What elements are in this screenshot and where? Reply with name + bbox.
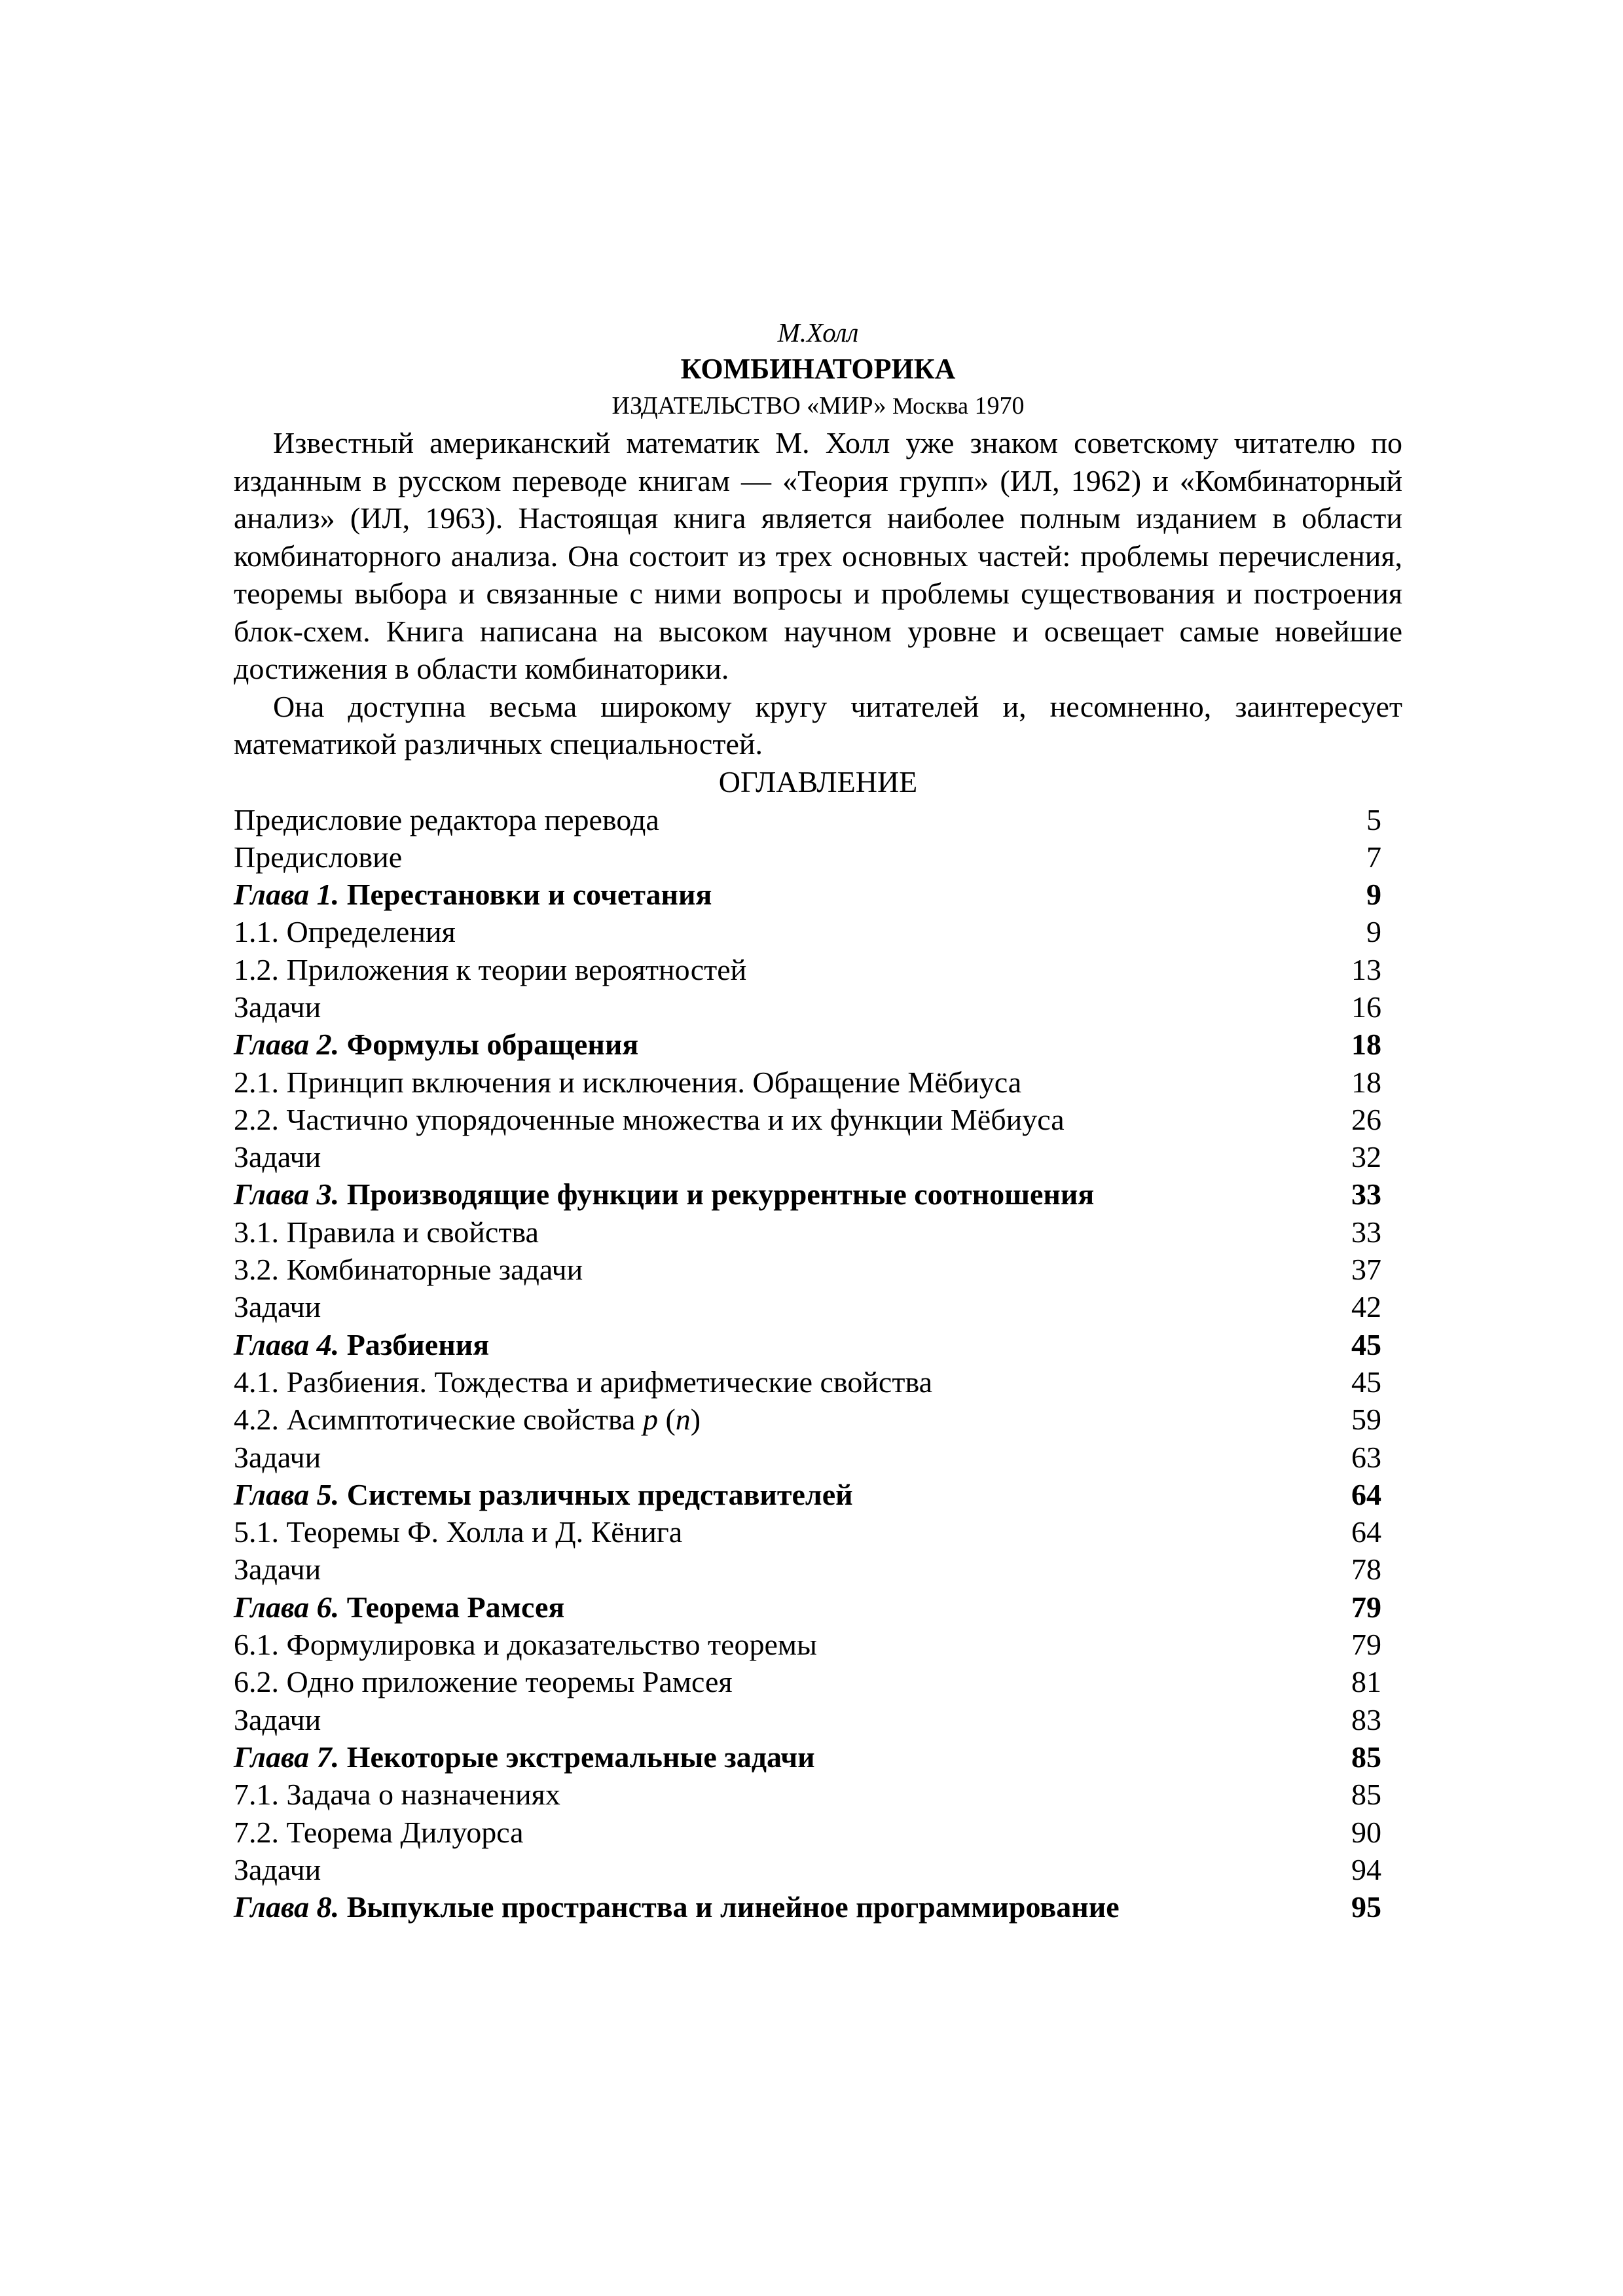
- author-name: М.Холл: [777, 317, 859, 348]
- book-title: КОМБИНАТОРИКА: [680, 353, 956, 385]
- toc-entry-row: [234, 1701, 1402, 1738]
- toc-chapter-title: Теорема Рамсея: [346, 1590, 565, 1624]
- toc-page-number: 64: [1351, 1515, 1381, 1549]
- table-of-contents: [234, 801, 1402, 1926]
- toc-entry-title: [234, 1026, 638, 1063]
- toc-chapter-label: Глава 6.: [234, 1590, 340, 1624]
- toc-entry-row: [234, 1288, 1402, 1325]
- toc-page-number: 18: [1351, 1028, 1381, 1062]
- toc-entry-row: [234, 1064, 1402, 1101]
- toc-page-number: 79: [1351, 1590, 1381, 1624]
- toc-chapter-title: Некоторые экстремальные задачи: [346, 1740, 815, 1774]
- toc-chapter-label: Глава 1.: [234, 878, 340, 912]
- toc-page-number: 83: [1351, 1702, 1381, 1736]
- toc-chapter-label: Глава 7.: [234, 1740, 340, 1774]
- toc-chapter-row: [234, 1588, 1402, 1626]
- toc-chapter-label: Глава 2.: [234, 1028, 340, 1062]
- toc-entry-title: [234, 1326, 489, 1363]
- toc-page-number: 63: [1351, 1440, 1381, 1474]
- toc-page-number: 7: [1366, 840, 1381, 874]
- toc-chapter-title: Производящие функции и рекуррентные соотношения: [346, 1177, 1095, 1211]
- toc-chapter-label: Глава 5.: [234, 1477, 340, 1511]
- toc-entry-row: [234, 801, 1402, 838]
- toc-chapter-title: Разбиения: [346, 1327, 490, 1361]
- toc-entry-title: Задачи: [234, 990, 321, 1024]
- toc-entry-title: 2.1. Принцип включения и исключения. Обращение Мёбиуса: [234, 1065, 1022, 1099]
- toc-entry-title: 7.2. Теорема Дилуорса: [234, 1815, 524, 1849]
- toc-chapter-row: [234, 876, 1402, 913]
- toc-entry-row: [234, 838, 1402, 876]
- toc-entry-title: Задачи: [234, 1140, 321, 1174]
- toc-entry-title: 5.1. Теоремы Ф. Холла и Д. Кёнига: [234, 1515, 683, 1549]
- toc-chapter-label: Глава 4.: [234, 1327, 340, 1361]
- toc-page-number: 79: [1351, 1628, 1381, 1662]
- toc-page-number: 85: [1351, 1740, 1381, 1774]
- toc-entry-row: [234, 1513, 1402, 1551]
- toc-chapter-title: Системы различных представителей: [346, 1477, 853, 1511]
- toc-chapter-row: [234, 1026, 1402, 1063]
- toc-entry-row: [234, 1814, 1402, 1851]
- document-page: [234, 314, 1402, 1926]
- toc-chapter-row: [234, 1476, 1402, 1513]
- toc-entry-row: [234, 1551, 1402, 1588]
- toc-entry-row: [234, 1101, 1402, 1138]
- toc-entry-title: Предисловие редактора перевода: [234, 802, 659, 836]
- toc-entry-row: [234, 988, 1402, 1026]
- toc-chapter-title: Формулы обращения: [346, 1028, 639, 1062]
- toc-entry-title: [234, 1588, 564, 1626]
- toc-page-number: 18: [1351, 1065, 1381, 1099]
- toc-section-title: 4.2. Асимптотические свойства: [234, 1403, 636, 1437]
- annotation-paragraph-2: Она доступна весьма широкому кругу читателей и, несомненно, заинтересует математикой различных специальностей.: [234, 689, 1402, 761]
- toc-entry-row: [234, 1851, 1402, 1888]
- toc-entry-title: Задачи: [234, 1552, 321, 1587]
- toc-page-number: 26: [1351, 1102, 1381, 1136]
- toc-chapter-label: Глава 8.: [234, 1890, 340, 1924]
- publisher-label: ИЗДАТЕЛЬСТВО: [611, 392, 801, 420]
- toc-entry-row: [234, 1776, 1402, 1813]
- math-paren-close: ): [690, 1403, 701, 1437]
- toc-entry-title: 1.2. Приложения к теории вероятностей: [234, 952, 747, 986]
- math-variable-n: n: [675, 1403, 691, 1437]
- math-paren-open: (: [657, 1403, 676, 1437]
- toc-entry-title: [234, 1476, 853, 1513]
- toc-entry-row: [234, 1138, 1402, 1175]
- toc-entry-title: Задачи: [234, 1852, 321, 1886]
- publisher-name: «МИР»: [807, 392, 886, 420]
- toc-chapter-title: Перестановки и сочетания: [346, 878, 712, 912]
- toc-heading: ОГЛАВЛЕНИЕ: [718, 764, 918, 798]
- toc-page-number: 42: [1351, 1290, 1381, 1324]
- toc-page-number: 5: [1366, 802, 1381, 836]
- toc-chapter-row: [234, 1738, 1402, 1776]
- toc-entry-title: 7.1. Задача о назначениях: [234, 1778, 560, 1812]
- toc-entry-title: 6.2. Одно приложение теоремы Рамсея: [234, 1665, 733, 1699]
- toc-chapter-title: Выпуклые пространства и линейное программирование: [346, 1890, 1120, 1924]
- toc-entry-title: 3.2. Комбинаторные задачи: [234, 1253, 583, 1287]
- toc-chapter-row: [234, 1326, 1402, 1363]
- publisher-line: [234, 387, 1402, 424]
- toc-entry-title: Предисловие: [234, 840, 403, 874]
- toc-page-number: 16: [1351, 990, 1381, 1024]
- toc-chapter-row: [234, 1175, 1402, 1213]
- toc-page-number: 95: [1351, 1890, 1381, 1924]
- toc-page-number: 45: [1351, 1365, 1381, 1399]
- toc-entry-title: Задачи: [234, 1702, 321, 1736]
- toc-entry-title: [234, 1888, 1120, 1926]
- annotation-paragraph-1: Известный американский математик М. Холл уже знаком советскому читателю по изданным в русском переводе книгам — «Теория групп» (ИЛ, 1962) и «Комбинаторный анализ» (ИЛ, 1963). Настоящая книга является наиболее полным изданием в области комбинаторного анализа. Она состоит из трех основных частей: проблемы перечисления, теоремы выбора и связанные с ними вопросы и проблемы существования и построения блок-схем. Книга написана на высоком научном уровне и освещает самые новейшие достижения в области комбинаторики.: [234, 426, 1402, 685]
- toc-entry-row: [234, 951, 1402, 988]
- toc-entry-title: Задачи: [234, 1440, 321, 1474]
- toc-entry-title: [234, 876, 712, 913]
- toc-entry-title: 1.1. Определения: [234, 915, 456, 949]
- toc-entry-title: [234, 1175, 1094, 1213]
- toc-entry-row: [234, 913, 1402, 950]
- publisher-city: Москва: [892, 393, 968, 419]
- toc-entry-title: [234, 1401, 701, 1438]
- toc-entry-row: [234, 1401, 1402, 1438]
- toc-page-number: 13: [1351, 952, 1381, 986]
- toc-page-number: 64: [1351, 1477, 1381, 1511]
- toc-page-number: 81: [1351, 1665, 1381, 1699]
- toc-entry-row: [234, 1213, 1402, 1251]
- math-variable-p: p: [642, 1403, 658, 1437]
- toc-entry-title: 4.1. Разбиения. Тождества и арифметические свойства: [234, 1365, 932, 1399]
- toc-page-number: 37: [1351, 1253, 1381, 1287]
- toc-page-number: 78: [1351, 1552, 1381, 1587]
- toc-entry-title: Задачи: [234, 1290, 321, 1324]
- toc-entry-title: [234, 1738, 815, 1776]
- toc-entry-row: [234, 1626, 1402, 1663]
- toc-entry-title: 2.2. Частично упорядоченные множества и их функции Мёбиуса: [234, 1102, 1065, 1136]
- toc-entry-title: 6.1. Формулировка и доказательство теоремы: [234, 1628, 817, 1662]
- toc-entry-row: [234, 1251, 1402, 1288]
- toc-page-number: 90: [1351, 1815, 1381, 1849]
- toc-page-number: 85: [1351, 1778, 1381, 1812]
- toc-entry-title: 3.1. Правила и свойства: [234, 1215, 539, 1249]
- toc-page-number: 33: [1351, 1215, 1381, 1249]
- toc-page-number: 9: [1366, 915, 1381, 949]
- toc-entry-row: [234, 1439, 1402, 1476]
- toc-entry-row: [234, 1363, 1402, 1401]
- toc-page-number: 45: [1351, 1327, 1381, 1361]
- toc-entry-row: [234, 1663, 1402, 1700]
- toc-page-number: 94: [1351, 1852, 1381, 1886]
- toc-page-number: 9: [1366, 878, 1381, 912]
- publication-year: 1970: [974, 392, 1025, 420]
- toc-page-number: 33: [1351, 1177, 1381, 1211]
- toc-page-number: 32: [1351, 1140, 1381, 1174]
- toc-chapter-label: Глава 3.: [234, 1177, 340, 1211]
- toc-page-number: 59: [1351, 1403, 1381, 1437]
- toc-chapter-row: [234, 1888, 1402, 1926]
